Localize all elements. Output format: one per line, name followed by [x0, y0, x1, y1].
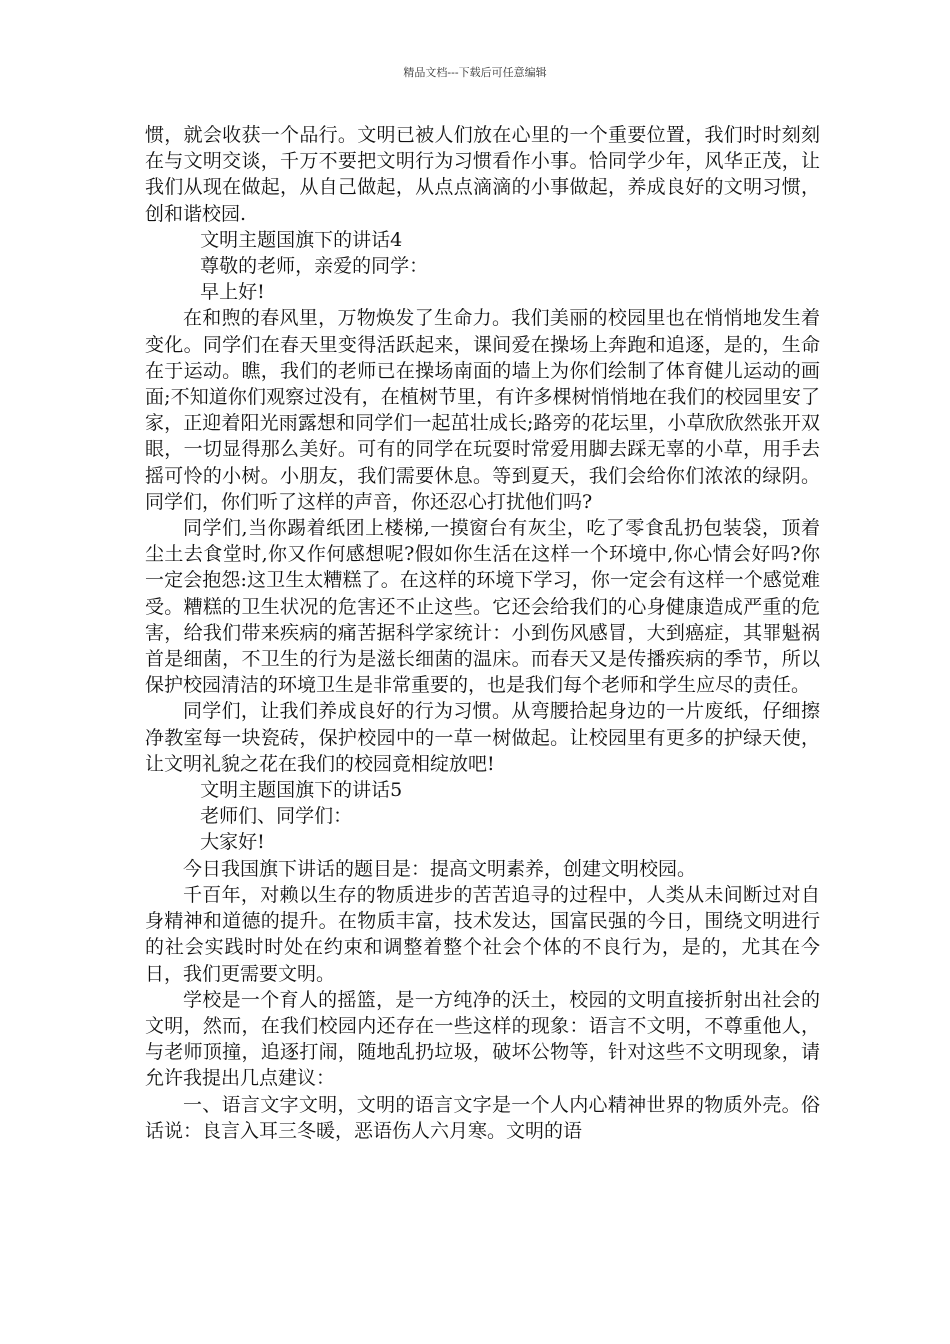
page-header: 精品文档---下载后可任意编辑: [403, 66, 547, 79]
paragraph: 同学们,当你踢着纸团上楼梯,一摸窗台有灰尘，吃了零食乱扔包装袋，顶着尘土去食堂时,你又作何感想呢?假如你生活在这样一个环境中,你心情会好吗?你一定会抱怨:这卫生太糟糕了。在这样的环境下学习，你一定会有这样一个感觉难受。糟糕的卫生状况的危害还不止这些。它还会给我们的心身健康造成严重的危害，给我们带来疾病的痛苦据科学家统计：小到伤风感冒，大到癌症，其罪魁祸首是细菌，不卫生的行为是滋长细菌的温床。而春天又是传播疾病的季节，所以保护校园清洁的环境卫生是非常重要的，也是我们每个老师和学生应尽的责任。: [145, 517, 820, 697]
paragraph: 在和煦的春风里，万物焕发了生命力。我们美丽的校园里也在悄悄地发生着变化。同学们在春天里变得活跃起来，课间爱在操场上奔跑和追逐，是的，生命在于运动。瞧，我们的老师已在操场南面的墙上为你们绘制了体育健儿运动的画面;不知道你们观察过没有，在植树节里，有许多棵树悄悄地在我们的校园里安了家，正迎着阳光雨露想和同学们一起茁壮成长;路旁的花坛里，小草欣欣然张开双眼，一切显得那么美好。可有的同学在玩耍时常爱用脚去踩无辜的小草，用手去摇可怜的小树。小朋友，我们需要休息。等到夏天，我们会给你们浓浓的绿阴。同学们，你们听了这样的声音，你还忍心打扰他们吗?: [145, 307, 820, 513]
speech-heading-5: 文明主题国旗下的讲话5: [200, 779, 403, 802]
paragraph: 学校是一个育人的摇篮，是一方纯净的沃土，校园的文明直接折射出社会的文明，然而，在我们校园内还存在一些这样的现象：语言不文明，不尊重他人，与老师顶撞，追逐打闹，随地乱扔垃圾，破坏公物等，针对这些不文明现象，请允许我提出几点建议：: [145, 988, 820, 1090]
speech-heading-4: 文明主题国旗下的讲话4: [200, 228, 403, 251]
paragraph: 一、语言文字文明，文明的语言文字是一个人内心精神世界的物质外壳。俗话说：良言入耳三冬暖，恶语伤人六月寒。文明的语: [145, 1093, 820, 1142]
paragraph: 今日我国旗下讲话的题目是：提高文明素养，创建文明校园。: [183, 857, 697, 880]
salutation: 尊敬的老师，亲爱的同学：: [200, 255, 429, 278]
document-body: [145, 122, 820, 1144]
greeting: 大家好!: [200, 831, 265, 854]
paragraph-continuation: 惯，就会收获一个品行。文明已被人们放在心里的一个重要位置，我们时时刻刻在与文明交谈，千万不要把文明行为习惯看作小事。恰同学少年，风华正茂，让我们从现在做起，从自己做起，从点点滴滴的小事做起，养成良好的文明习惯，创和谐校园.: [145, 124, 820, 225]
paragraph: 千百年，对赖以生存的物质进步的苦苦追寻的过程中，人类从未间断过对自身精神和道德的提升。在物质丰富，技术发达，国富民强的今日，围绕文明进行的社会实践时时处在约束和调整着整个社会个体的不良行为，是的，尤其在今日，我们更需要文明。: [145, 883, 820, 985]
salutation: 老师们、同学们：: [200, 805, 353, 828]
greeting: 早上好!: [200, 281, 265, 304]
paragraph: 同学们，让我们养成良好的行为习惯。从弯腰拾起身边的一片废纸，仔细擦净教室每一块瓷砖，保护校园中的一草一树做起。让校园里有更多的护绿天使，让文明礼貌之花在我们的校园竟相绽放吧!: [145, 700, 820, 775]
